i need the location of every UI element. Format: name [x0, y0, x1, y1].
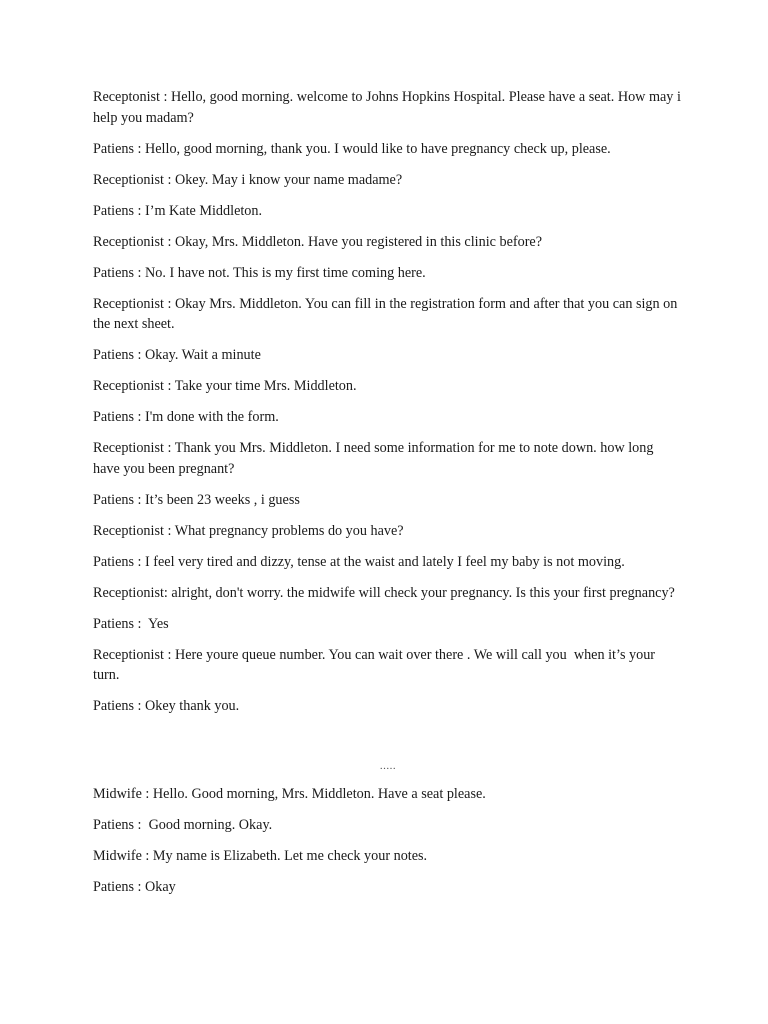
- dialogue-line: Patiens : I feel very tired and dizzy, tense at the waist and lately I feel my baby is not moving.: [93, 553, 625, 570]
- dialogue-line: Receptionist: alright, don't worry. the midwife will check your pregnancy. Is this your first pregnancy?: [93, 584, 675, 601]
- dialogue-line: Receptionist : Okay Mrs. Middleton. You can fill in the registration form and after that you can sign on the next sheet.: [93, 295, 681, 332]
- dialogue-section-reception: [93, 87, 683, 717]
- dialogue-line: Patiens : Hello, good morning, thank you. I would like to have pregnancy check up, please.: [93, 140, 611, 157]
- dialogue-line: Patiens : No. I have not. This is my first time coming here.: [93, 264, 426, 281]
- dialogue-line: Patiens : Okay: [93, 878, 176, 895]
- dialogue-section-midwife: [93, 784, 683, 898]
- dialogue-line: Patiens : Yes: [93, 615, 169, 632]
- dialogue-line: Receptionist : Take your time Mrs. Middleton.: [93, 378, 357, 394]
- dialogue-line: Receptionist : Here youre queue number. You can wait over there . We will call you when it’s your turn.: [93, 646, 659, 683]
- dialogue-line: Midwife : My name is Elizabeth. Let me check your notes.: [93, 847, 428, 864]
- dialogue-line: Receptonist : Hello, good morning. welcome to Johns Hopkins Hospital. Please have a seat. How may i help you madam?: [93, 89, 685, 126]
- dialogue-line: Patiens : I’m Kate Middleton.: [93, 202, 263, 219]
- dialogue-line: Patiens : I'm done with the form.: [93, 409, 279, 425]
- dialogue-line: Patiens : Good morning. Okay.: [93, 816, 273, 833]
- dialogue-line: Patiens : Okey thank you.: [93, 698, 240, 714]
- dialogue-line: Patiens : It’s been 23 weeks , i guess: [93, 491, 300, 508]
- dialogue-line: Receptionist : Okey. May i know your name madame?: [93, 171, 403, 188]
- section-separator: .....: [379, 759, 397, 772]
- document-page: [93, 87, 683, 908]
- dialogue-line: Midwife : Hello. Good morning, Mrs. Middleton. Have a seat please.: [93, 785, 486, 802]
- dialogue-line: Receptionist : Thank you Mrs. Middleton. I need some information for me to note down. how long have you been pregnant?: [93, 440, 658, 477]
- dialogue-line: Receptionist : Okay, Mrs. Middleton. Have you registered in this clinic before?: [93, 233, 543, 250]
- dialogue-line: Receptionist : What pregnancy problems do you have?: [93, 522, 404, 539]
- dialogue-line: Patiens : Okay. Wait a minute: [93, 347, 261, 363]
